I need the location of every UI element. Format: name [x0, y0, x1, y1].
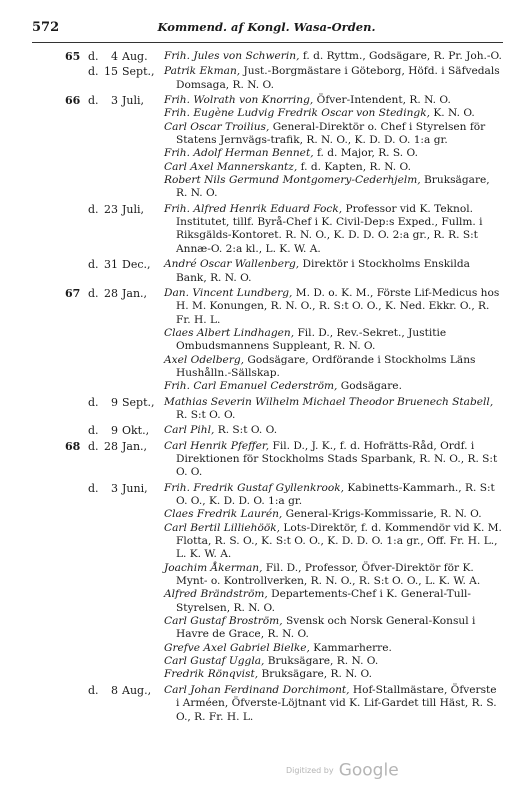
entry-text — [164, 287, 502, 394]
person-name: Carl Bertil Lilliehöök, — [164, 521, 280, 534]
list-item — [0, 684, 515, 724]
person-name: Carl Gustaf Uggla, — [164, 655, 265, 668]
person-titles: Kammarherre. — [309, 641, 392, 654]
person-titles: Bruksägare, R. N. O. — [264, 655, 379, 668]
entry-day: 3 — [111, 94, 118, 108]
person-titles: f. d. Major, R. S. O. — [313, 147, 418, 160]
entry-d-abbrev: d. — [88, 439, 99, 453]
list-item — [0, 203, 515, 256]
person-name: Frih. Adolf Herman Bennet, — [164, 147, 314, 160]
entry-day: 23 — [104, 202, 118, 216]
entry-year: 65 — [65, 50, 81, 63]
entry-day: 8 — [111, 683, 118, 697]
entry-d-abbrev: d. — [88, 424, 99, 438]
person-name: Frih. Eugène Ludvig Fredrik Oscar von Stedingk, — [164, 107, 430, 120]
list-item — [0, 424, 515, 437]
running-title: Kommend. af Kongl. Wasa-Orden. — [157, 20, 376, 34]
person-name: Mathias Severin Wilhelm Michael Theodor Bruenech Stabell, — [164, 395, 494, 408]
entry-text — [164, 396, 502, 423]
person-titles: K. N. O. — [430, 107, 475, 120]
entry-text — [164, 684, 502, 724]
person-titles: f. d. Ryttm., Godsägare, R. Pr. Joh.-O. — [299, 50, 502, 62]
person-name: Alfred Brändström, — [164, 588, 268, 601]
entry-day: 3 — [111, 481, 118, 495]
entry-d-abbrev: d. — [88, 65, 99, 79]
person-record — [164, 65, 502, 92]
header-rule — [32, 42, 503, 43]
person-record — [164, 655, 502, 668]
list-item — [0, 287, 515, 394]
person-name: Frih. Jules von Schwerin, — [164, 50, 300, 62]
entry-month: Juli, — [122, 202, 145, 216]
person-titles: Bruksägare, R. N. O. — [176, 174, 490, 200]
watermark-small-text: Digitized by — [286, 766, 334, 775]
person-name: Frih. Wolrath von Knorring, — [164, 94, 314, 107]
person-titles: General-Krigs-Kommissarie, R. N. O. — [282, 508, 482, 521]
entry-day: 15 — [104, 65, 118, 79]
entry-d-abbrev: d. — [88, 395, 99, 409]
person-record — [164, 668, 502, 681]
entry-d-abbrev: d. — [88, 94, 99, 108]
person-titles: Lots-Direktör, f. d. Kommendör vid K. M. Flotta, R. S. O., K. S:t O. O., K. D. D. O. 1:a gr., Off. Fr. H. L., L. K. W. A. — [176, 521, 502, 561]
person-name: Frih. Carl Emanuel Cederström, — [164, 380, 338, 393]
person-titles: Professor vid K. Teknol. Institutet, tillf. Byrå-Chef i K. Civil-Dep:s Exped., Fullm. i Riksgälds-Kontoret. R. N. O., K. D. D. O. 2:a gr., R. R. S:t Annæ-O. 2:a kl., L. K. W. A. — [176, 202, 483, 255]
list-item — [0, 94, 515, 201]
entry-month: Sept., — [122, 395, 155, 409]
entry-text — [164, 440, 502, 480]
entry-d-abbrev: d. — [88, 50, 99, 63]
page-header — [32, 20, 501, 36]
person-name: Grefve Axel Gabriel Bielke, — [164, 641, 310, 654]
entry-month: Sept., — [122, 65, 155, 79]
entry-month: Okt., — [122, 424, 150, 438]
entry-year: 68 — [65, 439, 81, 453]
entry-month: Dec., — [122, 258, 151, 272]
person-record — [164, 588, 502, 615]
entry-d-abbrev: d. — [88, 683, 99, 697]
entry-day: 31 — [104, 258, 118, 272]
list-item — [0, 396, 515, 423]
person-record — [164, 174, 502, 201]
list-item — [0, 440, 515, 480]
person-record — [164, 508, 502, 521]
person-record — [164, 440, 502, 480]
person-titles: f. d. Kapten, R. N. O. — [297, 160, 411, 173]
person-titles: R. S:t O. O. — [176, 408, 236, 421]
person-name: Carl Axel Mannerskantz, — [164, 160, 298, 173]
person-name: André Oscar Wallenberg, — [164, 258, 300, 271]
person-name: Carl Henrik Pfeffer, — [164, 439, 270, 452]
person-titles: Kabinetts-Kammarh., R. S:t O. O., K. D. D. O. 1:a gr. — [176, 481, 495, 507]
person-record — [164, 396, 502, 423]
entry-text — [164, 482, 502, 682]
person-titles: Fil. D., Rev.-Sekret., Justitie Ombudsmannens Suppleant, R. N. O. — [176, 326, 447, 353]
person-name: Carl Johan Ferdinand Dorchimont, — [164, 683, 350, 696]
list-item — [0, 50, 515, 63]
person-name: Carl Gustaf Broström, — [164, 615, 283, 628]
person-name: Carl Oscar Troilius, — [164, 120, 270, 133]
list-item — [0, 482, 515, 682]
person-record — [164, 380, 502, 393]
entry-d-abbrev: d. — [88, 258, 99, 272]
entry-text — [164, 94, 502, 201]
person-record — [164, 94, 502, 107]
entry-month: Juni, — [122, 481, 148, 495]
list-item — [0, 65, 515, 92]
person-titles: Öfver-Intendent, R. N. O. — [313, 94, 451, 107]
entries-list — [0, 50, 515, 726]
person-titles: Direktör i Stockholms Enskilda Bank, R. N. O. — [176, 258, 470, 284]
entry-month: Juli, — [122, 94, 145, 108]
person-record — [164, 482, 502, 509]
entry-text — [164, 203, 502, 256]
person-record — [164, 684, 502, 724]
watermark-logo-text: Google — [338, 760, 399, 781]
person-titles: Hof-Stallmästare, Öfverste i Arméen, Öfverste-Löjtnant vid K. Lif-Gardet till Häst, R. S. O., R. Fr. H. L. — [176, 683, 497, 723]
entry-year: 67 — [65, 286, 81, 300]
person-record — [164, 147, 502, 160]
person-name: Dan. Vincent Lundberg, — [164, 286, 293, 299]
person-titles: Svensk och Norsk General-Konsul i Havre de Grace, R. N. O. — [176, 615, 476, 641]
entry-text — [164, 65, 502, 92]
person-titles: Godsägare, Ordförande i Stockholms Läns Hushålln.-Sällskap. — [176, 353, 476, 379]
person-record — [164, 50, 502, 63]
person-titles: Just.-Borgmästare i Göteborg, Höfd. i Säfvedals Domsaga, R. N. O. — [176, 65, 500, 91]
person-record — [164, 161, 502, 174]
person-titles: Godsägare. — [337, 380, 402, 393]
person-titles: Bruksägare, R. N. O. — [258, 668, 372, 681]
page-number: 572 — [32, 20, 60, 35]
person-name: Robert Nils Germund Montgomery-Cederhjelm, — [164, 174, 421, 187]
entry-day: 9 — [111, 395, 118, 409]
person-record — [164, 203, 502, 256]
entry-month: Aug. — [122, 50, 148, 63]
person-record — [164, 354, 502, 381]
person-record — [164, 615, 502, 642]
person-record — [164, 107, 502, 120]
person-record — [164, 258, 502, 285]
entry-day: 28 — [104, 439, 118, 453]
person-record — [164, 424, 502, 437]
person-titles: Fil. D., J. K., f. d. Hofrätts-Råd, Ordf. i Direktionen för Stockholms Stads Sparbank, R. N. O., R. S:t O. O. — [176, 439, 498, 479]
entry-month: Jan., — [122, 286, 148, 300]
entry-d-abbrev: d. — [88, 286, 99, 300]
digitized-by-google-watermark — [286, 760, 399, 781]
entry-day: 4 — [111, 50, 118, 63]
person-name: Carl Pihl, — [164, 424, 215, 437]
list-item — [0, 258, 515, 285]
person-titles: Departements-Chef i K. General-Tull-Styrelsen, R. N. O. — [176, 588, 471, 614]
entry-month: Aug., — [122, 683, 152, 697]
person-name: Patrik Ekman, — [164, 65, 241, 78]
entry-day: 9 — [111, 424, 118, 438]
entry-text — [164, 424, 502, 437]
entry-text — [164, 50, 502, 63]
person-name: Joachim Åkerman, — [164, 561, 263, 574]
entry-day: 28 — [104, 286, 118, 300]
entry-d-abbrev: d. — [88, 202, 99, 216]
person-record — [164, 642, 502, 655]
person-name: Frih. Fredrik Gustaf Gyllenkrook, — [164, 481, 344, 494]
entry-text — [164, 258, 502, 285]
person-titles: M. D. o. K. M., Förste Lif-Medicus hos H. M. Konungen, R. N. O., R. S:t O. O., K. Ned. Ekkr. O., R. Fr. H. L. — [176, 286, 500, 326]
person-record — [164, 327, 502, 354]
entry-d-abbrev: d. — [88, 481, 99, 495]
entry-year: 66 — [65, 94, 81, 108]
person-record — [164, 562, 502, 589]
person-name: Claes Fredrik Laurén, — [164, 508, 283, 521]
person-record — [164, 287, 502, 327]
entry-month: Jan., — [122, 439, 148, 453]
person-name: Fredrik Rönqvist, — [164, 668, 259, 681]
person-name: Axel Odelberg, — [164, 353, 245, 366]
person-titles: General-Direktör o. Chef i Styrelsen för Statens Jernvägs-trafik, R. N. O., K. D. D. O. 1:a gr. — [176, 120, 486, 147]
person-record — [164, 121, 502, 148]
person-titles: Fil. D., Professor, Öfver-Direktör för K. Mynt- o. Kontrollverken, R. N. O., R. S:t O. O., L. K. W. A. — [176, 561, 481, 588]
person-record — [164, 522, 502, 562]
person-titles: R. S:t O. O. — [214, 424, 278, 437]
person-name: Frih. Alfred Henrik Eduard Fock, — [164, 202, 343, 215]
person-name: Claes Albert Lindhagen, — [164, 326, 295, 339]
